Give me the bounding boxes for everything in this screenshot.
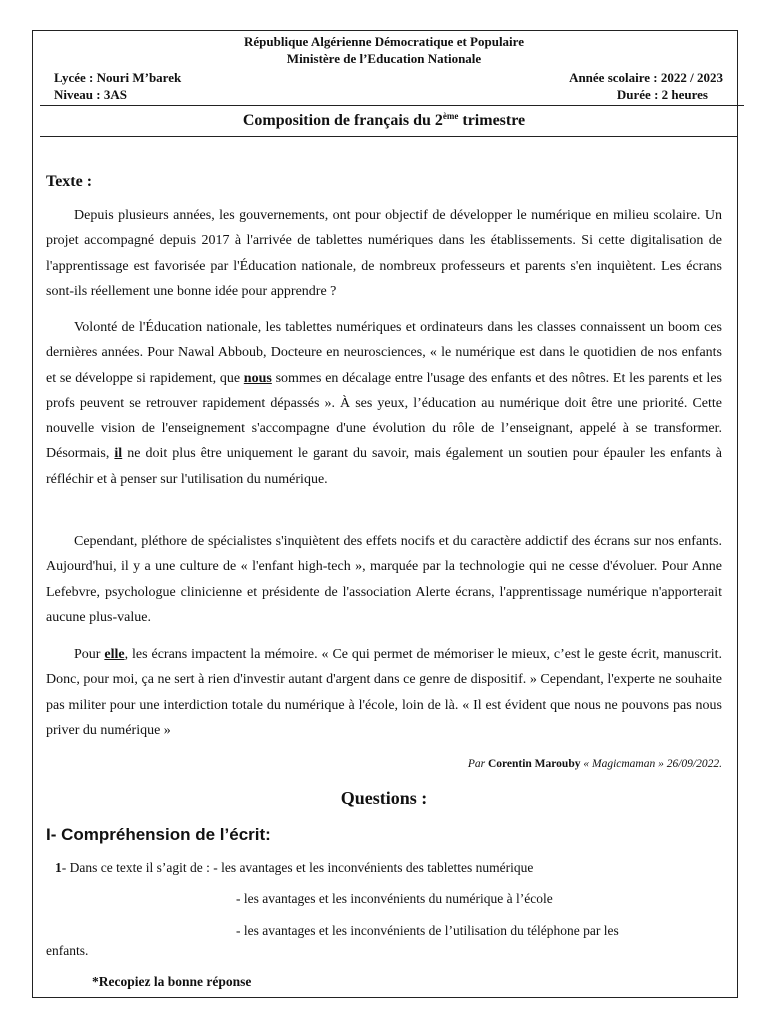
header-rule-bottom xyxy=(40,136,738,137)
questions-heading: Questions : xyxy=(340,788,428,808)
author-name: Corentin Marouby xyxy=(487,758,581,770)
header-rule-top xyxy=(40,105,744,106)
source-citation: Par Corentin Marouby « Magicmaman » 26/09/2022. xyxy=(467,758,722,770)
pronoun-elle: elle xyxy=(104,647,125,662)
question-1-option-2: - les avantages et les inconvénients du numérique à l’école xyxy=(236,891,553,906)
paragraph-2: Volonté de l'Éducation nationale, les tablettes numériques et ordinateurs dans les classes connaissent un boom ces dernières années. Pour Nawal Abboub, Docteure en neurosciences, « le numérique est dans le quotidien de nos enfants et se développe si rapidement, que nous sommes en décalage entre l'usage des enfants et des nôtres. Et les parents et les profs peuvent se retrouver rapidement dépassés ». À ses yeux, l’éducation au numérique doit être une priorité. Cette nouvelle vision de l'enseignement s'accompagne d'une évolution du rôle de l’enseignant, appelé à se transformer. Désormais, il ne doit plus être uniquement le garant du savoir, mais également un soutien pour épauler les enfants à réfléchir et à penser sur l'utilisation du numérique. xyxy=(46,320,722,487)
pronoun-il: il xyxy=(114,446,123,462)
pronoun-nous: nous xyxy=(243,370,272,386)
ministry-heading: Ministère de l’Education Nationale xyxy=(286,51,482,66)
texte-heading: Texte : xyxy=(46,173,93,190)
question-1-option-3-continued: enfants. xyxy=(46,943,89,958)
lycee-label: Lycée : Nouri M’barek xyxy=(54,70,182,85)
niveau-label: Niveau : 3AS xyxy=(54,87,127,102)
paragraph-4: Pour elle, les écrans impactent la mémoire. « Ce qui permet de mémoriser le mieux, c’est le geste écrit, manuscrit. Donc, pour moi, ça ne sert à rien d'investir autant d'argent dans ce genre de dispositif. » Cependant, l'experte ne souhaite pas militer pour une interdiction totale du numérique à l'école, loin de là. « Il est évident que nous ne pouvons pas nous priver du numérique » xyxy=(46,647,722,738)
question-1-option-3: - les avantages et les inconvénients de l’utilisation du téléphone par les xyxy=(236,923,619,938)
question-1-option-1: - les avantages et les inconvénients des tablettes numérique xyxy=(213,860,534,875)
page-border xyxy=(32,30,738,998)
duree-label: Durée : 2 heures xyxy=(616,87,708,102)
paragraph-1: Depuis plusieurs années, les gouvernements, ont pour objectif de développer le numérique en milieu scolaire. Un projet accompagné depuis 2017 à l'arrivée de tablettes numériques dans les établissements. Si cette digitalisation de l'apprentissage est favorisée par l'Éducation nationale, de nombreux professeurs et parents s'en inquiètent. Les écrans sont-ils réellement une bonne idée pour apprendre ? xyxy=(46,208,722,299)
paragraph-3: Cependant, pléthore de spécialistes s'inquiètent des effets nocifs et du caractère addictif des écrans sur nos enfants. Aujourd'hui, il y a une culture de « l'enfant high-tech », marquée par la technologie qui ne cesse d'évoluer. Pour Anne Lefebvre, psychologue clinicienne et présidente de l'association Alerte écrans, l'apprentissage numérique n'apporterait aucune plus-value. xyxy=(46,534,722,625)
republic-heading: République Algérienne Démocratique et Populaire xyxy=(244,34,524,49)
annee-scolaire-label: Année scolaire : 2022 / 2023 xyxy=(569,70,723,85)
instruction-text: *Recopiez la bonne réponse xyxy=(92,974,252,989)
comprehension-heading: I- Compréhension de l’écrit: xyxy=(46,825,271,844)
composition-title: Composition de français du 2ème trimestre xyxy=(242,111,526,129)
question-1-stem: 1- Dans ce texte il s’agit de : - les avantages et les inconvénients des tablettes numérique xyxy=(55,860,534,875)
